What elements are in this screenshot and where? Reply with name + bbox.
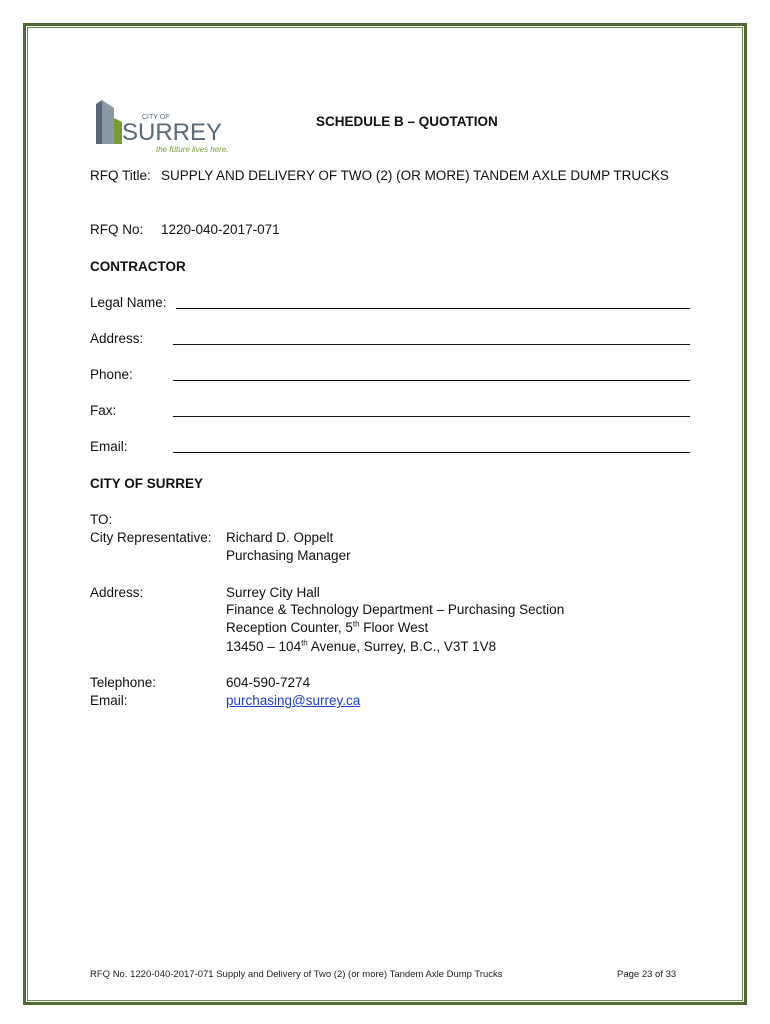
rfq-title-label: RFQ Title: bbox=[90, 168, 151, 183]
logo-mark-icon bbox=[92, 98, 232, 154]
logo-name: SURREY bbox=[122, 119, 223, 146]
fax-label: Fax: bbox=[90, 403, 117, 418]
city-of-surrey-logo bbox=[92, 98, 232, 154]
representative-name: Richard D. Oppelt bbox=[226, 530, 334, 545]
rfq-no-value: 1220-040-2017-071 bbox=[161, 222, 280, 237]
telephone-value: 604-590-7274 bbox=[226, 675, 311, 690]
to-label: TO: bbox=[90, 512, 113, 527]
footer-page-number: Page 23 of 33 bbox=[617, 969, 677, 980]
contractor-heading: CONTRACTOR bbox=[90, 259, 186, 274]
address-label: Address: bbox=[90, 331, 144, 346]
logo-tagline: the future lives here. bbox=[156, 145, 229, 154]
footer-document-title: RFQ No. 1220-040-2017-071 Supply and Delivery of Two (2) (or more) Tandem Axle Dump Trucks bbox=[90, 969, 503, 980]
address-line-2: Finance & Technology Department – Purchasing Section bbox=[226, 602, 565, 617]
email-field[interactable] bbox=[173, 452, 690, 453]
phone-label: Phone: bbox=[90, 367, 133, 382]
city-representative-label: City Representative: bbox=[90, 530, 212, 545]
city-email-link[interactable]: purchasing@surrey.ca bbox=[226, 693, 361, 708]
email-label: Email: bbox=[90, 439, 128, 454]
city-email-label: Email: bbox=[90, 693, 128, 708]
fax-field[interactable] bbox=[173, 416, 690, 417]
rfq-no-label: RFQ No: bbox=[90, 222, 144, 237]
city-address-label: Address: bbox=[90, 585, 144, 600]
address-line-4: 13450 – 104th Avenue, Surrey, B.C., V3T 1V8 bbox=[226, 638, 497, 654]
legal-name-field[interactable] bbox=[176, 308, 690, 309]
city-heading: CITY OF SURREY bbox=[90, 476, 204, 491]
logo-city-of: CITY OF bbox=[142, 114, 170, 121]
telephone-label: Telephone: bbox=[90, 675, 157, 690]
address-line-1: Surrey City Hall bbox=[226, 585, 320, 600]
legal-name-label: Legal Name: bbox=[90, 295, 167, 310]
page-title: SCHEDULE B – QUOTATION bbox=[316, 114, 498, 129]
phone-field[interactable] bbox=[173, 380, 690, 381]
representative-title: Purchasing Manager bbox=[226, 548, 351, 563]
address-line-3: Reception Counter, 5th Floor West bbox=[226, 619, 429, 635]
address-field[interactable] bbox=[173, 344, 690, 345]
rfq-title-value: SUPPLY AND DELIVERY OF TWO (2) (OR MORE) TANDEM AXLE DUMP TRUCKS bbox=[161, 168, 669, 183]
